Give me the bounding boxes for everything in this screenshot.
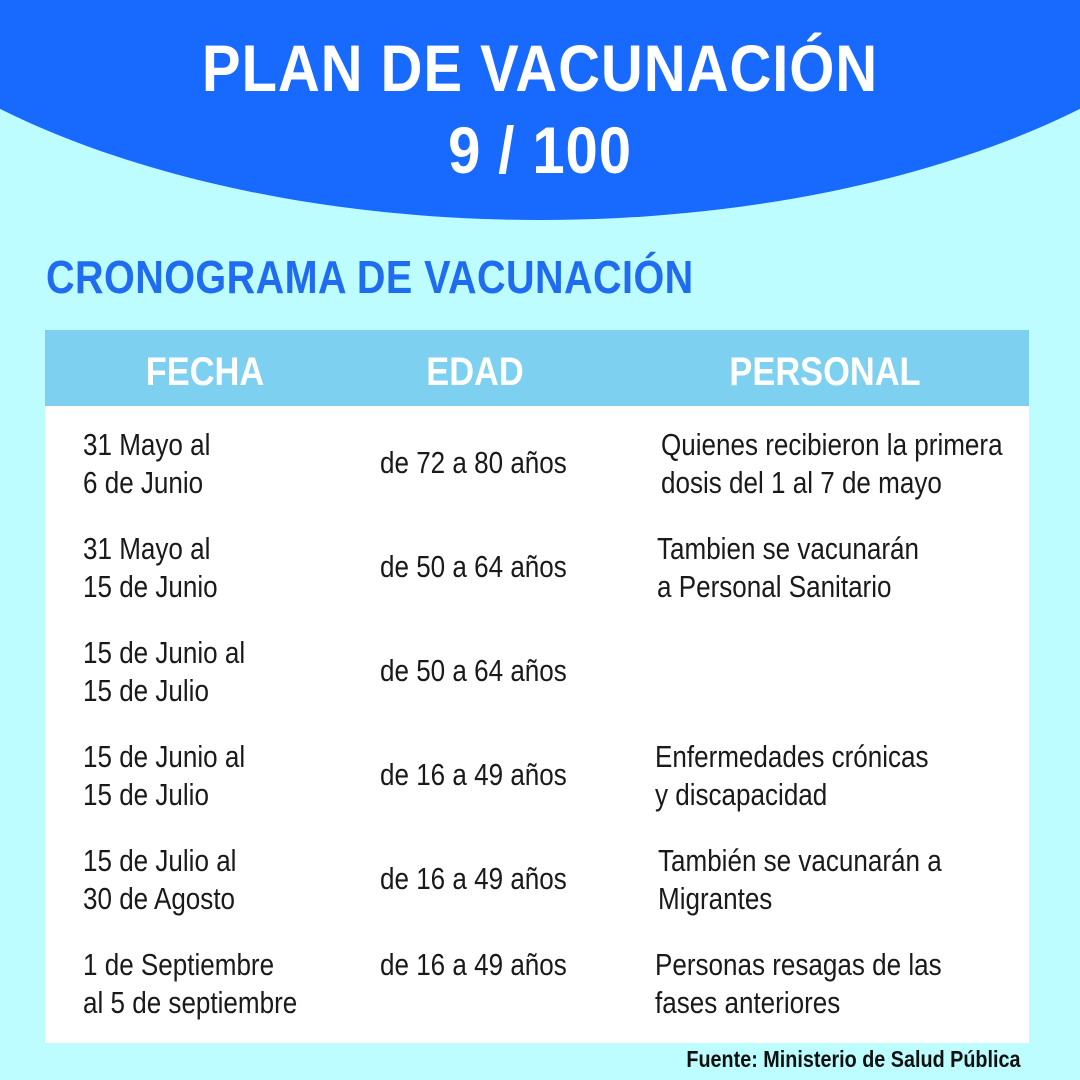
column-header-fecha: FECHA xyxy=(145,350,265,394)
edad-cell: de 16 a 49 años xyxy=(380,757,567,792)
source-credit: Fuente: Ministerio de Salud Pública xyxy=(685,1046,1020,1072)
table-row xyxy=(45,842,1029,946)
personal-cell: Enfermedades crónicas y discapacidad xyxy=(655,739,929,812)
personal-cell: Personas resagas de las fases anteriores xyxy=(655,947,942,1020)
table-row xyxy=(45,634,1029,738)
fecha-cell: 15 de Junio al 15 de Julio xyxy=(83,739,246,812)
table-header xyxy=(45,330,1029,406)
table-row xyxy=(45,426,1029,530)
fecha-cell: 15 de Junio al 15 de Julio xyxy=(83,635,246,708)
fecha-cell: 31 Mayo al 15 de Junio xyxy=(83,531,218,604)
section-title: CRONOGRAMA DE VACUNACIÓN xyxy=(46,251,694,303)
personal-cell: Tambien se vacunarán a Personal Sanitario xyxy=(657,531,920,604)
table-row xyxy=(45,946,1029,1050)
table-row xyxy=(45,530,1029,634)
edad-cell: de 50 a 64 años xyxy=(380,549,567,584)
fecha-cell: 15 de Julio al 30 de Agosto xyxy=(83,843,237,916)
column-header-edad: EDAD xyxy=(426,350,524,394)
fecha-cell: 31 Mayo al 6 de Junio xyxy=(83,427,211,500)
page-subtitle: 9 / 100 xyxy=(448,113,632,187)
personal-cell: Quienes recibieron la primera dosis del 1 al 7 de mayo xyxy=(661,427,1003,500)
edad-cell: de 50 a 64 años xyxy=(380,653,567,688)
page-title: PLAN DE VACUNACIÓN xyxy=(201,31,879,105)
edad-cell: de 16 a 49 años xyxy=(380,861,567,896)
personal-cell: También se vacunarán a Migrantes xyxy=(658,843,942,916)
edad-cell: de 16 a 49 años xyxy=(380,947,567,982)
schedule-table xyxy=(45,330,1029,1043)
table-row xyxy=(45,738,1029,842)
column-header-personal: PERSONAL xyxy=(729,350,921,394)
fecha-cell: 1 de Septiembre al 5 de septiembre xyxy=(83,947,298,1020)
edad-cell: de 72 a 80 años xyxy=(380,445,567,480)
